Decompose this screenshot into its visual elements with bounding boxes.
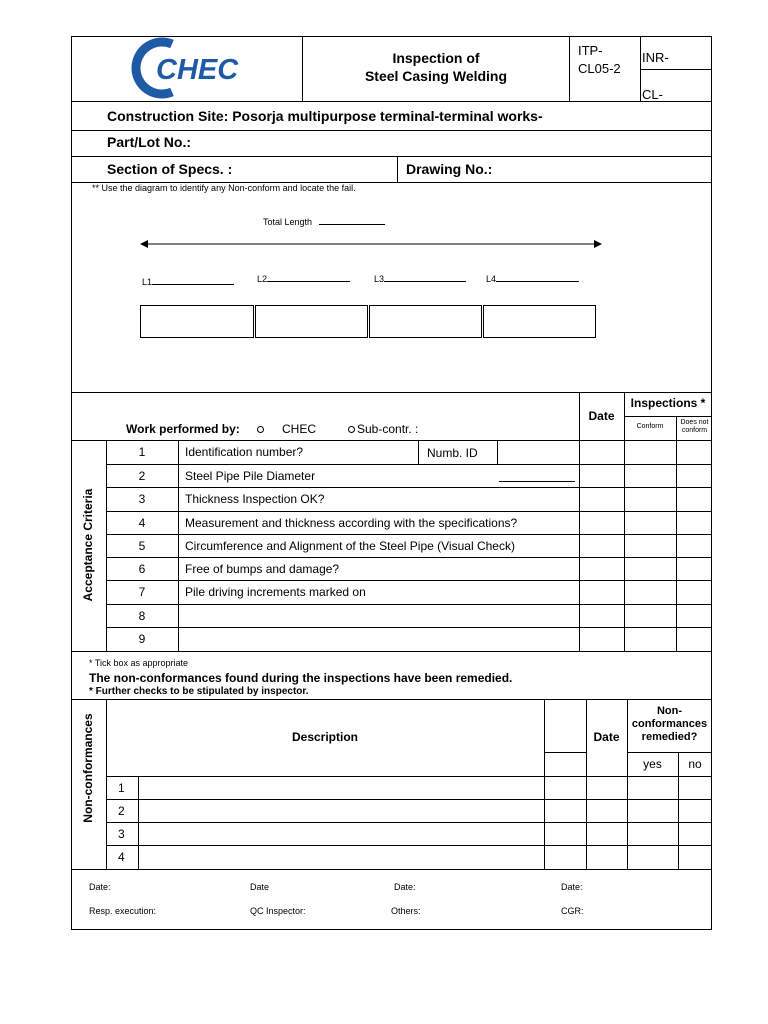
criteria-date-cell[interactable] [580,605,624,626]
logo-text: CHEC [156,54,239,86]
row-line [71,130,712,131]
criteria-date-cell[interactable] [580,628,624,650]
inspections-header: Inspections * [630,396,706,410]
row-line [71,651,712,652]
segment-l4-label: L4 [486,274,497,284]
no-header: no [688,757,702,771]
nonconformance-number: 2 [118,804,125,818]
row-line [71,392,712,393]
nonconformance-description-field[interactable] [139,846,543,867]
total-length-text: Total Length [263,217,313,227]
criteria-conform-cell[interactable] [625,535,676,556]
nc-date-header: Date [593,730,620,744]
row-line [71,699,712,700]
remedied-header-line2: conformances [631,718,708,730]
criteria-text: Identification number? [185,445,304,459]
form-title [303,49,569,85]
numb-id-label: Numb. ID [427,446,478,460]
criteria-nonconform-cell[interactable] [677,512,712,533]
segment-box-3 [369,305,482,338]
criteria-text: Measurement and thickness according with the specifications? [185,516,518,530]
criteria-nonconform-cell[interactable] [677,558,712,579]
criteria-number: 2 [138,469,146,483]
description-header: Description [291,730,358,744]
remedied-header-line1: Non- [656,705,683,717]
criteria-nonconform-cell[interactable] [677,465,712,486]
segment-l2-label: L2 [257,274,268,284]
nonconformance-number: 3 [118,827,125,841]
nonconformance-description-field[interactable] [139,800,543,821]
criteria-text: Steel Pipe Pile Diameter [185,469,316,483]
criteria-date-cell[interactable] [580,488,624,510]
criteria-text: Thickness Inspection OK? [185,492,325,506]
criteria-conform-cell[interactable] [625,581,676,603]
criteria-text: Circumference and Alignment of the Steel Pipe (Visual Check) [185,539,515,553]
criteria-conform-cell[interactable] [625,628,676,650]
col-line [106,699,107,869]
acceptance-criteria-label: Acceptance Criteria [81,488,95,602]
chec-logo [138,38,239,98]
nonconformance-description-field[interactable] [139,823,543,844]
sig-date-4: Date: [561,882,583,892]
segment-l1-blank [152,274,234,285]
criteria-date-cell[interactable] [580,441,624,463]
sig-others: Others: [391,906,421,916]
header-divider [640,69,712,70]
criteria-nonconform-cell[interactable] [677,581,712,603]
sig-resp-execution: Resp. execution: [89,906,157,916]
inr-label: INR- [642,50,669,65]
segment-box-4 [483,305,596,338]
criteria-number: 4 [138,516,146,530]
yes-header: yes [643,757,662,771]
criteria-number: 1 [138,445,146,459]
col-line [178,440,179,651]
option-chec-label: CHEC [282,422,317,436]
section-of-specs: Section of Specs. : [107,161,233,177]
criteria-number: 6 [138,562,146,576]
criteria-nonconform-cell[interactable] [677,605,712,626]
option-sub-contr-label: Sub-contr. : [357,422,419,436]
drawing-no: Drawing No.: [406,161,493,177]
further-checks-note: * Further checks to be stipulated by inspector. [89,686,309,697]
option-sub-contr[interactable] [348,422,418,436]
col-line [586,699,587,869]
segment-box-1 [140,305,254,338]
sig-qc-inspector: QC Inspector: [250,906,306,916]
row-line [627,752,712,753]
segment-l3 [374,271,466,284]
header-bottom-line [71,101,712,102]
construction-site: Construction Site: Posorja multipurpose terminal-terminal works- [107,108,543,124]
criteria-date-cell[interactable] [580,465,624,486]
criteria-conform-cell[interactable] [625,488,676,510]
criteria-number: 3 [138,492,146,506]
row-line [624,416,712,417]
does-not-conform-header: Does not conform [680,419,709,434]
segment-l2 [257,271,350,284]
chec-logo-icon [138,38,239,98]
remedied-note: The non-conformances found during the inspections have been remedied. [89,671,513,685]
criteria-date-cell[interactable] [580,512,624,533]
criteria-nonconform-cell[interactable] [677,488,712,510]
remedied-header-line3: remedied? [641,731,698,743]
row-line [71,869,712,870]
sig-date-2: Date [250,882,270,892]
criteria-date-cell[interactable] [580,581,624,603]
row-line [71,156,712,157]
radio-sub-contr[interactable] [348,426,355,433]
nonconformance-description-field[interactable] [139,777,543,798]
col-line [497,440,498,464]
form-title-line2: Steel Casing Welding [364,68,508,84]
criteria-nonconform-cell[interactable] [677,441,712,463]
option-chec[interactable] [257,422,316,436]
criteria-number: 5 [138,539,146,553]
criteria-text: Free of bumps and damage? [185,562,340,576]
criteria-conform-cell[interactable] [625,441,676,463]
sig-date-1: Date: [89,882,111,892]
nonconformance-number: 1 [118,781,125,795]
remedied-header [627,705,712,744]
total-length-label [263,214,385,227]
header-divider [569,36,570,101]
form-code-line2: CL05-2 [578,61,621,76]
part-lot-no: Part/Lot No.: [107,134,191,150]
col-line [418,440,419,464]
criteria-date-cell[interactable] [580,558,624,579]
sig-cgr: CGR: [561,906,584,916]
sig-date-3: Date: [394,882,416,892]
nonconformance-number: 4 [118,850,125,864]
row-line [544,752,586,753]
criteria-number: 8 [138,609,146,623]
segment-l3-label: L3 [374,274,385,284]
criteria-date-cell[interactable] [580,535,624,556]
cell-divider [397,156,398,182]
segment-l2-blank [267,271,350,282]
total-length-arrow [140,237,602,256]
criteria-text: Pile driving increments marked on [185,585,366,599]
criteria-number: 7 [138,585,146,599]
form-title-line1: Inspection of [392,50,480,66]
form-code [578,42,621,78]
diagram-note: ** Use the diagram to identify any Non-conform and locate the fail. [92,183,356,193]
non-conformances-label: Non-conformances [81,713,95,823]
segment-l4 [486,271,579,284]
diameter-blank [499,481,575,482]
segment-l1-label: L1 [142,277,153,287]
date-header: Date [588,409,615,423]
criteria-nonconform-cell[interactable] [677,628,712,650]
conform-header: Conform [636,423,664,430]
radio-chec[interactable] [257,426,264,433]
total-length-blank [319,214,385,225]
criteria-nonconform-cell[interactable] [677,535,712,556]
tick-note: * Tick box as appropriate [89,658,189,668]
segment-l3-blank [384,271,466,282]
cl-label: CL- [642,87,663,102]
criteria-conform-cell[interactable] [625,465,676,486]
criteria-conform-cell[interactable] [625,512,676,533]
col-line [544,699,545,869]
form-code-line1: ITP- [578,43,603,58]
segment-box-2 [255,305,368,338]
criteria-conform-cell[interactable] [625,558,676,579]
criteria-conform-cell[interactable] [625,605,676,626]
segment-l4-blank [496,271,579,282]
work-performed-by: Work performed by: [126,422,240,436]
segment-l1 [142,274,234,287]
criteria-number: 9 [138,632,146,646]
